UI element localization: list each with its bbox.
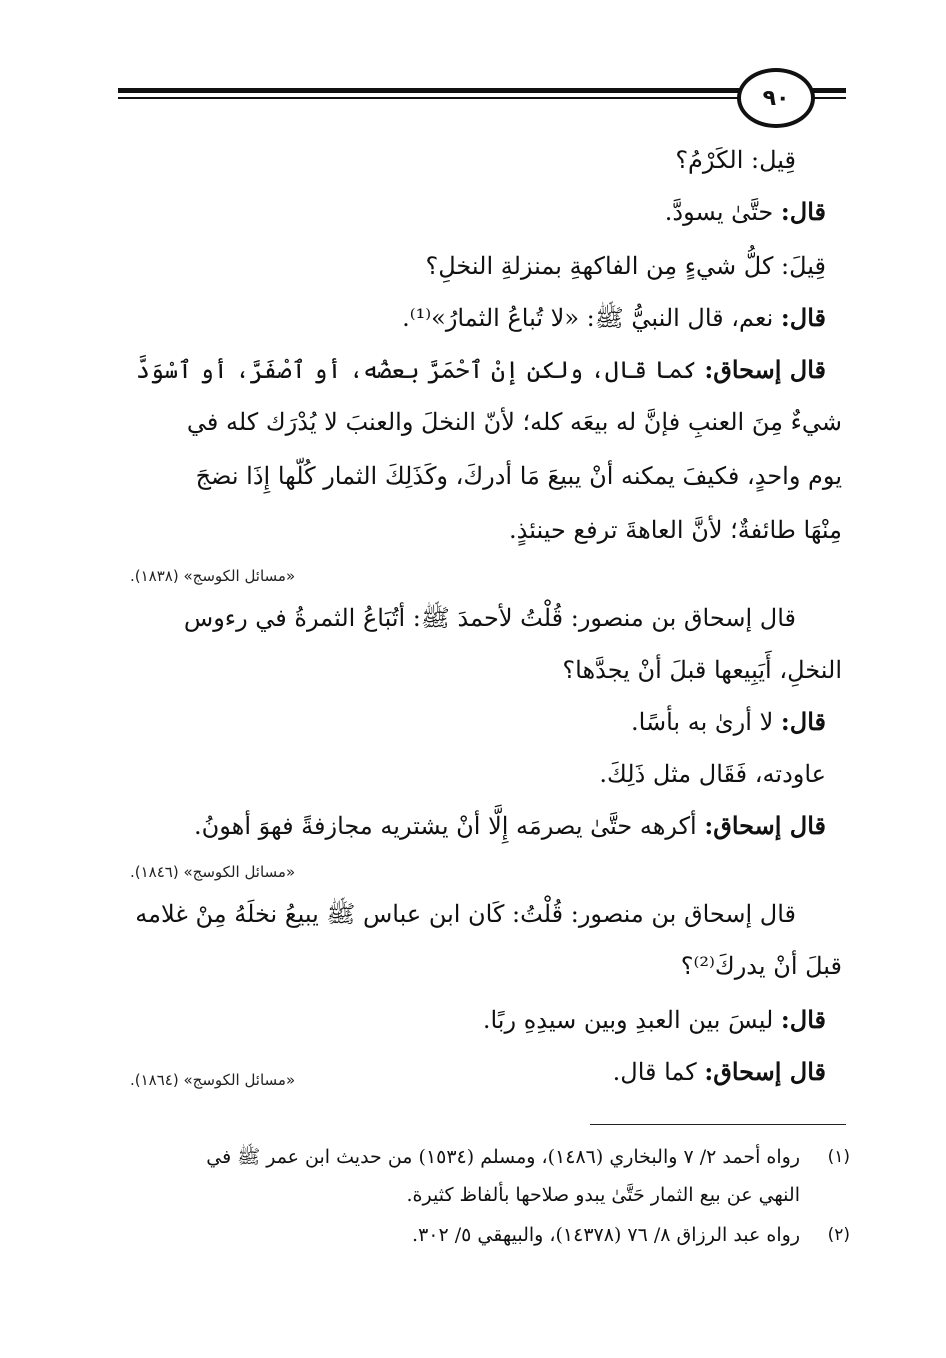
text-line: شيءٌ مِنَ العنبِ فإنَّ له بيعَه كله؛ لأنّ النخلَ والعنبَ لا يُدْرَك كله في [186, 408, 842, 436]
text-line: قال إسحاق بن منصور: قُلْتُ لأحمدَ ﷺ: أتُبَاعُ الثمرةُ في رءوس [183, 604, 796, 632]
footnote-text: النهي عن بيع الثمار حَتَّىٰ يبدو صلاحها بألفاظ كثيرة. [406, 1184, 800, 1206]
source-citation: «مسائل الكوسج» (١٨٤٦). [130, 863, 296, 881]
text-line: قال إسحاق: أكرهه حتَّىٰ يصرمَه إِلَّا أنْ يشتريه مجازفةً فهوَ أهونُ. [194, 811, 826, 840]
text-line: عاودته، فَقَال مثل ذَلِكَ. [599, 760, 826, 788]
text-line: قال إسحاق بن منصور: قُلْتُ: كَان ابن عباس ﷺ يبيعُ نخلَهُ مِنْ غلامه [135, 900, 796, 928]
text-line: قال: لا أرىٰ به بأسًا. [631, 707, 826, 736]
footnote-number: (١) [827, 1147, 850, 1167]
text-line: يوم واحدٍ، فكيفَ يمكنه أنْ يبيعَ مَا أدركَ، وكَذَلِكَ الثمار كُلّها إِذَا نضجَ [195, 462, 842, 490]
footnote-number: (٢) [827, 1225, 850, 1245]
text-line: قبلَ أنْ يدركَ⁽²⁾؟ [680, 952, 842, 980]
footnote-text: رواه أحمد ٢/ ٧ والبخاري (١٤٨٦)، ومسلم (١٥٣٤) من حديث ابن عمر ﷺ في [206, 1146, 800, 1168]
source-citation: «مسائل الكوسج» (١٨٣٨). [130, 567, 296, 585]
text-line: قال: ليسَ بين العبدِ وبين سيدِهِ ربًا. [482, 1005, 826, 1034]
source-citation: «مسائل الكوسج» (١٨٦٤). [130, 1071, 296, 1089]
text-line: قال: نعم، قال النبيُّ ﷺ: «لا تُباعُ الثمارُ»⁽¹⁾. [402, 303, 826, 332]
text-line: مِنْهَا طائفةٌ؛ لأنَّ العاهةَ ترفع حينئذٍ. [508, 516, 842, 544]
page-number: ٩٠ [737, 68, 815, 128]
text-line: قال إسحاق: كما قال، ولكن إنْ ٱحْمَرَّ بعضُه، أو ٱصْفَرَّ، أو ٱسْوَدَّ [135, 355, 826, 384]
text-line: النخلِ، أَيَبِيعها قبلَ أنْ يجدَّها؟ [562, 656, 842, 684]
text-line: قال إسحاق: كما قال. [612, 1057, 826, 1086]
footnote-text: رواه عبد الرزاق ٨/ ٧٦ (١٤٣٧٨)، والبيهقي ٥/ ٣٠٢. [412, 1224, 800, 1246]
text-line: قِيل: الكَرْمُ؟ [675, 146, 796, 174]
footnote-rule [590, 1124, 846, 1125]
text-line: قال: حتَّىٰ يسودَّ. [664, 197, 826, 226]
text-line: قِيلَ: كلُّ شيءٍ مِن الفاكهةِ بمنزلةِ النخلِ؟ [425, 252, 826, 280]
